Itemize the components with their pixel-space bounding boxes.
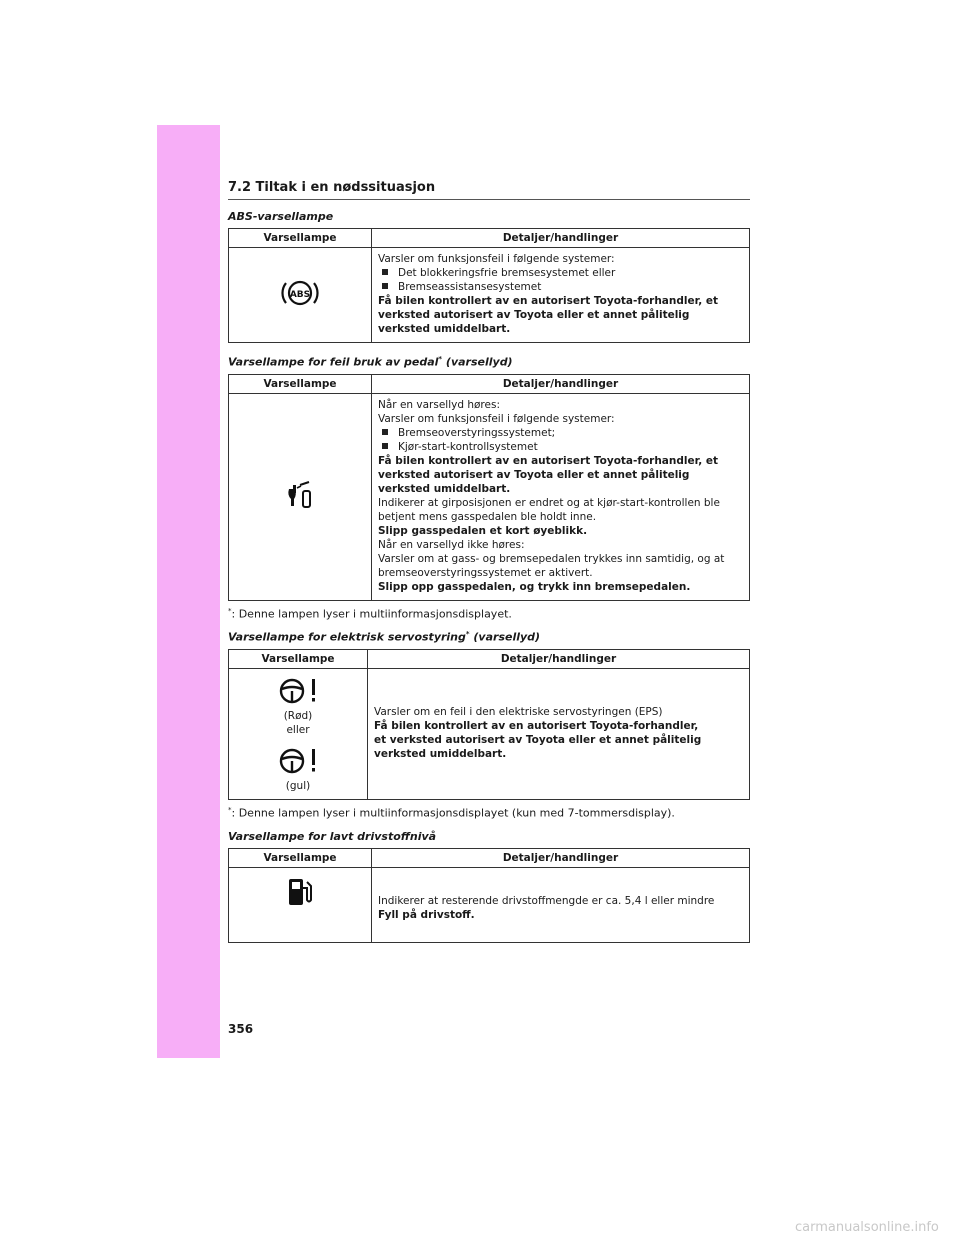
icon-label-yellow: (gul) [285, 779, 311, 792]
column-header-details: Detaljer/handlinger [368, 649, 750, 668]
icon-label-or: eller [286, 723, 310, 736]
icon-label-red: (Rød) [283, 709, 313, 722]
bullet-square-icon [382, 269, 388, 275]
watermark: carmanualsonline.info [795, 1220, 939, 1235]
bullet-square-icon [382, 443, 388, 449]
detail-bold: Slipp opp gasspedalen, og trykk inn bremsepedalen. [378, 580, 691, 593]
side-color-strip [157, 125, 220, 1058]
detail-text: Varsler om funksjonsfeil i følgende systemer: [378, 253, 615, 265]
column-header-lamp: Varsellampe [229, 848, 372, 867]
abs-details-cell [372, 248, 750, 343]
column-header-details: Detaljer/handlinger [372, 374, 750, 393]
eps-footnote: *: Denne lampen lyser i multiinformasjonsdisplayet (kun med 7-tommersdisplay). [228, 805, 675, 820]
detail-bullet: Det blokkeringsfrie bremsesystemet eller [378, 266, 743, 280]
svg-text:ABS: ABS [289, 290, 311, 300]
detail-bold: et verksted autorisert av Toyota eller et annet pålitelig verksted umiddelbart. [374, 733, 702, 760]
detail-bold: Fyll på drivstoff. [378, 908, 475, 921]
detail-bold: Slipp gasspedalen et kort øyeblikk. [378, 524, 588, 537]
column-header-lamp: Varsellampe [229, 229, 372, 248]
page-content [228, 208, 750, 943]
column-header-lamp: Varsellampe [229, 374, 372, 393]
bullet-square-icon [382, 283, 388, 289]
detail-bullet: Kjør-start-kontrollsystemet [378, 440, 743, 454]
detail-text: Når en varsellyd høres: [378, 398, 500, 411]
pedal-table [228, 374, 750, 601]
detail-text: Varsler om en feil i den elektriske servostyringen (EPS) [374, 705, 663, 718]
detail-text: Indikerer at girposisjonen er endret og at kjør-start-kontrollen ble betjent mens gasspedalen ble holdt inne. [378, 496, 720, 523]
section-header: 7.2 Tiltak i en nødssituasjon [228, 180, 750, 200]
pedal-footnote: *: Denne lampen lyser i multiinformasjonsdisplayet. [228, 606, 512, 621]
eps-section-title: Varsellampe for elektrisk servostyring* (varsellyd) [228, 630, 541, 644]
detail-bold: Få bilen kontrollert av en autorisert Toyota-forhandler, et verksted autorisert av Toyota eller et annet pålitelig verksted umiddelbart. [378, 454, 719, 495]
column-header-details: Detaljer/handlinger [372, 848, 750, 867]
abs-icon-cell [229, 248, 372, 343]
column-header-lamp: Varsellampe [229, 649, 368, 668]
pedal-misuse-icon [283, 502, 317, 514]
detail-text: Varsler om funksjonsfeil i følgende systemer: [378, 412, 615, 425]
low-fuel-icon [285, 899, 315, 911]
page-number: 356 [228, 1022, 254, 1036]
abs-table [228, 228, 750, 343]
eps-warning-icon [276, 696, 320, 708]
detail-text: Varsler om at gass- og bremsepedalen trykkes inn samtidig, og at bremseoverstyringssystemet er aktivert. [378, 552, 725, 579]
abs-section-title: ABS-varsellampe [228, 210, 334, 223]
fuel-section-title: Varsellampe for lavt drivstoffnivå [228, 829, 437, 843]
eps-table [228, 649, 750, 800]
eps-icon-cell [229, 668, 368, 799]
pedal-details-cell [372, 393, 750, 600]
fuel-details-cell [372, 867, 750, 942]
abs-warning-icon [280, 290, 320, 313]
bullet-square-icon [382, 429, 388, 435]
detail-bold: Få bilen kontrollert av en autorisert Toyota-forhandler, et verksted autorisert av Toyota eller et annet pålitelig verksted umiddelbart. [378, 295, 719, 335]
detail-bold: Få bilen kontrollert av en autorisert Toyota-forhandler, [374, 719, 699, 732]
fuel-table [228, 848, 750, 943]
fuel-icon-cell [229, 867, 372, 942]
pedal-section-title: Varsellampe for feil bruk av pedal* (varsellyd) [228, 355, 513, 369]
detail-text: Når en varsellyd ikke høres: [378, 538, 525, 551]
detail-text: Indikerer at resterende drivstoffmengde er ca. 5,4 l eller mindre [378, 894, 715, 907]
eps-warning-icon [276, 766, 320, 778]
pedal-icon-cell [229, 393, 372, 600]
detail-bullet: Bremseoverstyringssystemet; [378, 426, 743, 440]
column-header-details: Detaljer/handlinger [372, 229, 750, 248]
detail-bullet: Bremseassistansesystemet [378, 280, 743, 294]
eps-details-cell [368, 668, 750, 799]
